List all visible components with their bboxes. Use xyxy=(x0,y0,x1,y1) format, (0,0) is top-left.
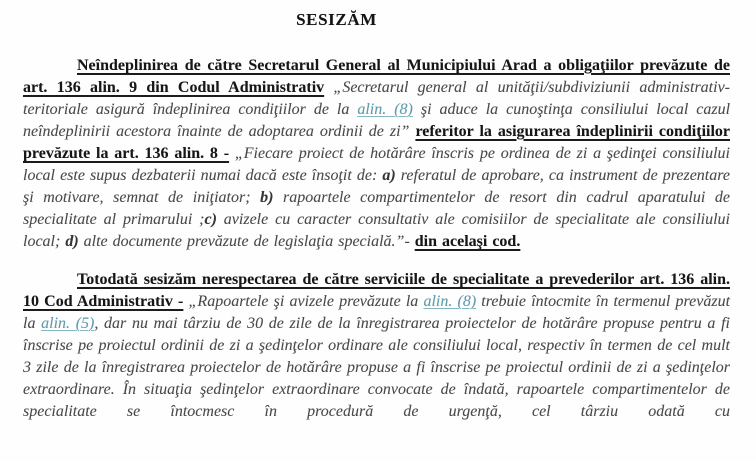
list-marker-d: d) xyxy=(65,233,79,250)
quote-termene-inregistrare: , dar nu mai târziu de 30 de zile de la înregistrarea proiectelor de hotărâre propuse pentru a fi înscrise pe proiectul ordinii de zi a şedinţelor ordinare ale consiliului local, respectiv în termen de cel mult 3 zile de la înregistrarea proiectelor de hotărâre propuse a fi înscrise pe proiectul ordinii de zi a şedinţelor extraordinare. În situaţia şedinţelor extraordinare convocate de îndată, rapoartele compartimentelor de specialitate se întocmesc în procedură de urgenţă, cel târziu odată cu xyxy=(23,315,730,420)
quote-fiecare-proiect: „Fiecare proiect de hotărâre înscris pe ordinea de zi a şedinţei consiliului local este supus dezbaterii numai dacă este însoţit de: xyxy=(23,145,730,184)
link-alin-8-second[interactable]: alin. (8) xyxy=(423,293,477,310)
bold-din-acelasi-cod: din acelaşi cod. xyxy=(414,233,521,250)
list-marker-c: c) xyxy=(204,211,217,228)
bold-heading-art136-alin10: Totodată sesizăm nerespectarea de către serviciile de specialitate a prevederilor art. 136 alin. 10 Cod Administrativ - xyxy=(23,271,730,310)
quote-aduce-la-cunostinta: şi aduce la cunoştinţa consiliului local cazul neîndeplinirii acestora înainte de adoptarea ordinii de zi” xyxy=(23,101,731,140)
link-alin-8[interactable]: alin. (8) xyxy=(357,101,413,118)
list-marker-a: a) xyxy=(382,167,396,184)
quote-secretarul-general: „Secretarul general al unităţii/subdiviziunii administrativ- teritoriale asigură îndeplinirea condiţiilor de la xyxy=(23,79,731,118)
quote-avizele-consultative: avizele cu caracter consultativ ale comisiilor de specialitate ale consiliului local; xyxy=(23,211,730,250)
quote-rapoartele-compartimentelor: rapoartele compartimentelor de resort din cadrul aparatului de specialitate al primarului ; xyxy=(23,189,730,228)
bold-referitor-art136-alin8: referitor la asigurarea îndeplinirii condiţiilor prevăzute la art. 136 alin. 8 - xyxy=(23,123,731,162)
document-title: SESIZĂM xyxy=(296,10,377,29)
bold-heading-art136-alin9: Neîndeplinirea de către Secretarul General al Municipiului Arad a obligaţiilor prevăzute de art. 136 alin. 9 din Codul Administrativ xyxy=(23,57,730,96)
list-marker-b: b) xyxy=(260,189,274,206)
link-alin-5[interactable]: alin. (5) xyxy=(41,315,95,332)
quote-termenul-prevazut: trebuie întocmite în termenul prevăzut la xyxy=(23,293,731,332)
paragraph-complaint-2 xyxy=(23,269,730,423)
quote-referatul-aprobare: referatul de aprobare, ca instrument de prezentare şi motivare, semnat de iniţiator; xyxy=(23,167,730,206)
paragraph-complaint-1 xyxy=(23,55,730,253)
quote-rapoartele-si-avizele: „Rapoartele şi avizele prevăzute la xyxy=(183,293,424,310)
quote-alte-documente: alte documente prevăzute de legislaţia specială.”- xyxy=(78,233,415,250)
